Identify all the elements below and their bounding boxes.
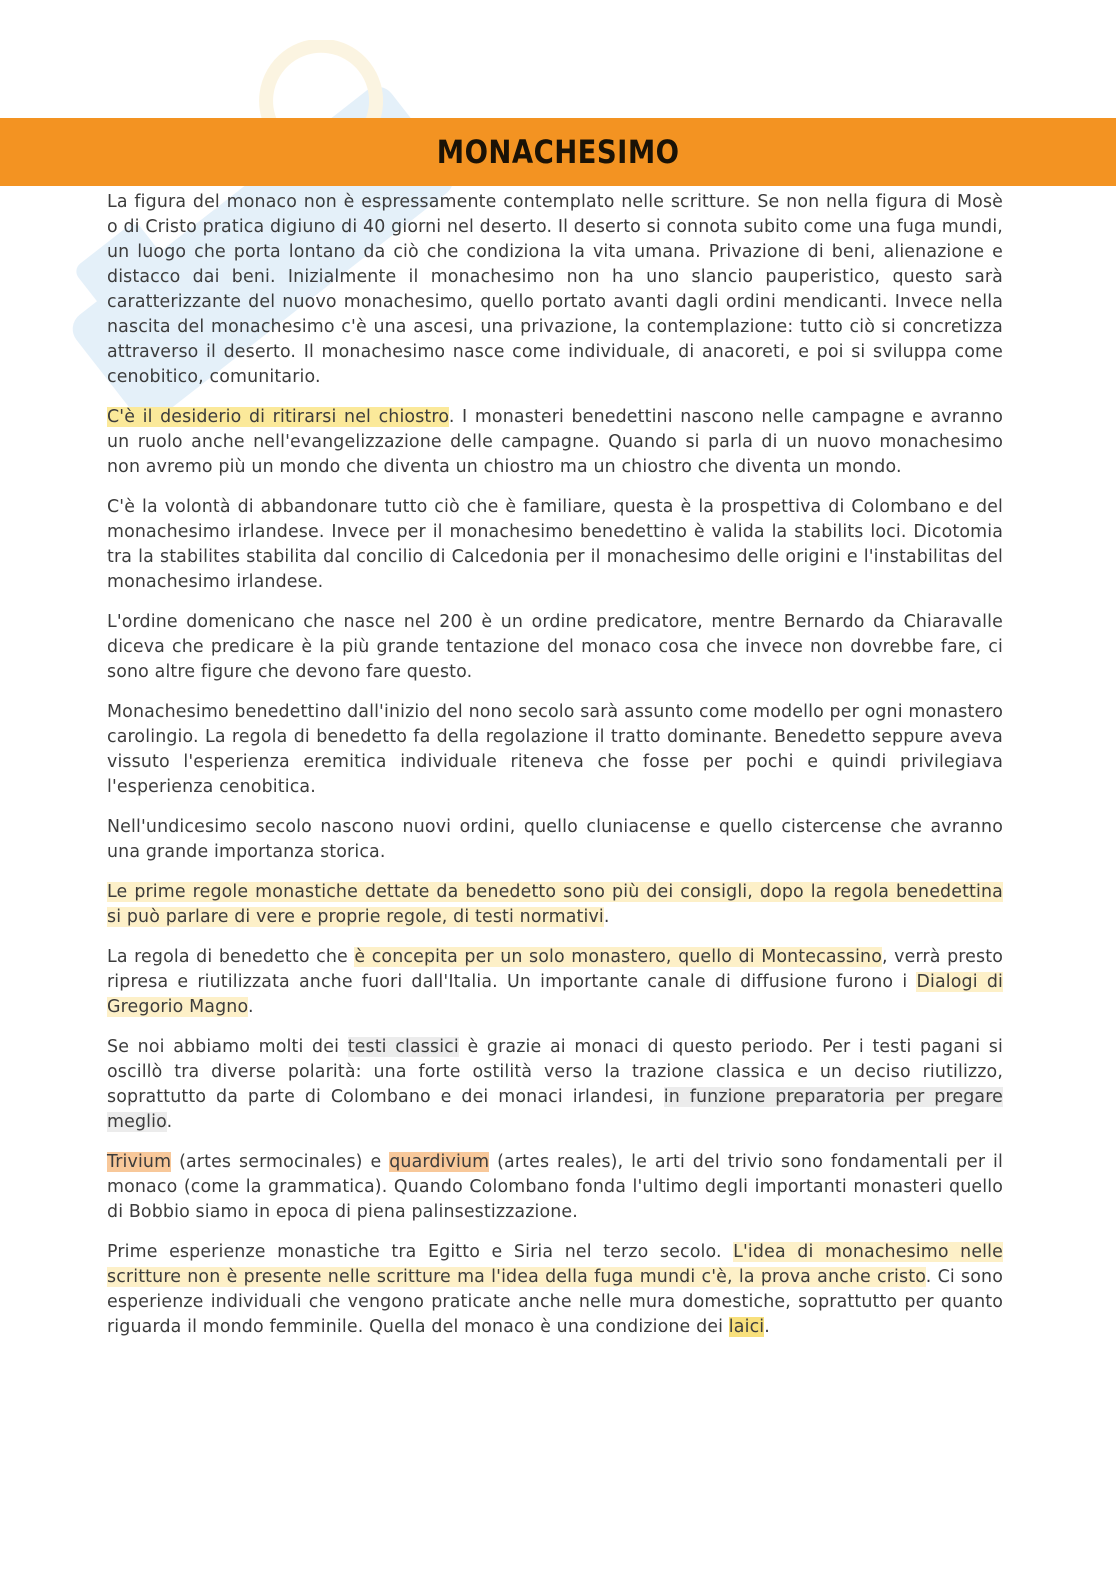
- text-segment: . I monasteri benedettini nascono nelle campagne e avranno un ruolo anche nell'evangelizzazione delle campagne. Quando si parla di un nuovo monachesimo non avremo più un mondo che diventa un chiostro ma un chiostro che diventa un mondo.: [107, 407, 1003, 477]
- text-segment: è grazie ai monaci di questo periodo. Per i testi pagani si oscillò tra diverse polarità: una forte ostilità verso la trazione classica e un deciso riutilizzo, soprattutto da parte di Colombano e dei monaci irlandesi,: [107, 1037, 1003, 1107]
- paragraph: [107, 190, 1003, 390]
- highlighted-text: Le prime regole monastiche dettate da benedetto sono più dei consigli, dopo la regola benedettina si può parlare di vere e proprie regole, di testi normativi: [107, 882, 1003, 927]
- text-segment: .: [764, 1317, 770, 1337]
- text-segment: L'ordine domenicano che nasce nel 200 è un ordine predicatore, mentre Bernardo da Chiaravalle diceva che predicare è la più grande tentazione del monaco cosa che invece non dovrebbe fare, ci sono altre figure che devono fare questo.: [107, 612, 1003, 682]
- paragraph: [107, 1035, 1003, 1135]
- text-segment: , verrà presto ripresa e riutilizzata anche fuori dall'Italia. Un importante canale di diffusione furono i: [107, 947, 1003, 992]
- paragraph: [107, 880, 1003, 930]
- document-body: [107, 190, 1003, 1355]
- highlighted-text: è concepita per un solo monastero, quello di Montecassino: [354, 947, 883, 967]
- text-segment: Monachesimo benedettino dall'inizio del nono secolo sarà assunto come modello per ogni monastero carolingio. La regola di benedetto fa della regolazione il tratto dominante. Benedetto seppure aveva vissuto l'esperienza eremitica individuale riteneva che fosse per pochi e quindi privilegiava l'esperienza cenobitica.: [107, 702, 1003, 797]
- paragraph: [107, 1150, 1003, 1225]
- paragraph: [107, 405, 1003, 480]
- text-segment: .: [247, 997, 254, 1017]
- text-segment: .: [166, 1112, 173, 1132]
- text-segment: C'è la volontà di abbandonare tutto ciò che è familiare, questa è la prospettiva di Colombano e del monachesimo irlandese. Invece per il monachesimo benedettino è valida la stabilits loci. Dicotomia tra la stabilites stabilita dal concilio di Calcedonia per il monachesimo delle origini e l'instabilitas del monachesimo irlandese.: [107, 497, 1003, 592]
- text-segment: Prime esperienze monastiche tra Egitto e Siria nel terzo secolo.: [107, 1242, 734, 1262]
- highlighted-text: Dialogi di Gregorio Magno: [107, 972, 1003, 1017]
- page-title: MONACHESIMO: [436, 133, 680, 171]
- text-segment: . Ci sono esperienze individuali che vengono praticate anche nelle mura domestiche, soprattutto per quanto riguarda il mondo femminile. Quella del monaco è una condizione dei: [107, 1267, 1003, 1337]
- text-segment: La regola di benedetto che: [107, 947, 355, 967]
- paragraph: [107, 1240, 1003, 1340]
- text-segment: (artes reales), le arti del trivio sono fondamentali per il monaco (come la grammatica). Quando Colombano fonda l'ultimo degli importanti monasteri quello di Bobbio siamo in epoca di piena palinsestizzazione.: [107, 1152, 1004, 1222]
- highlighted-text: testi classici: [347, 1037, 459, 1057]
- highlighted-text: Trivium: [107, 1152, 172, 1172]
- highlighted-text: L'idea di monachesimo nelle scritture non è presente nelle scritture ma l'idea della fuga mundi c'è, la prova anche cristo: [107, 1242, 1003, 1287]
- highlighted-text: laici: [728, 1317, 765, 1337]
- paragraph: [107, 610, 1003, 685]
- highlighted-text: in funzione preparatoria per pregare meglio: [107, 1087, 1003, 1132]
- text-segment: La figura del monaco non è espressamente contemplato nelle scritture. Se non nella figura di Mosè o di Cristo pratica digiuno di 40 giorni nel deserto. Il deserto si connota subito come una fuga mundi, un luogo che porta lontano da ciò che condiziona la vita umana. Privazione di beni, alienazione e distacco dai beni. Inizialmente il monachesimo non ha uno slancio pauperistico, questo sarà caratterizzante del nuovo monachesimo, quello portato avanti dagli ordini mendicanti. Invece nella nascita del monachesimo c'è una ascesi, una privazione, la contemplazione: tutto ciò si concretizza attraverso il deserto. Il monachesimo nasce come individuale, di anacoreti, e poi si sviluppa come cenobitico, comunitario.: [107, 192, 1003, 387]
- text-segment: Nell'undicesimo secolo nascono nuovi ordini, quello cluniacense e quello cistercense che avranno una grande importanza storica.: [107, 817, 1003, 862]
- highlighted-text: quardivium: [389, 1152, 490, 1172]
- title-banner: [0, 118, 1116, 186]
- paragraph: [107, 815, 1003, 865]
- paragraph: [107, 700, 1003, 800]
- text-segment: Se noi abbiamo molti dei: [107, 1037, 348, 1057]
- text-segment: (artes sermocinales) e: [171, 1152, 390, 1172]
- text-segment: .: [603, 907, 610, 927]
- highlighted-text: C'è il desiderio di ritirarsi nel chiostro: [107, 407, 449, 427]
- paragraph: [107, 945, 1003, 1020]
- paragraph: [107, 495, 1003, 595]
